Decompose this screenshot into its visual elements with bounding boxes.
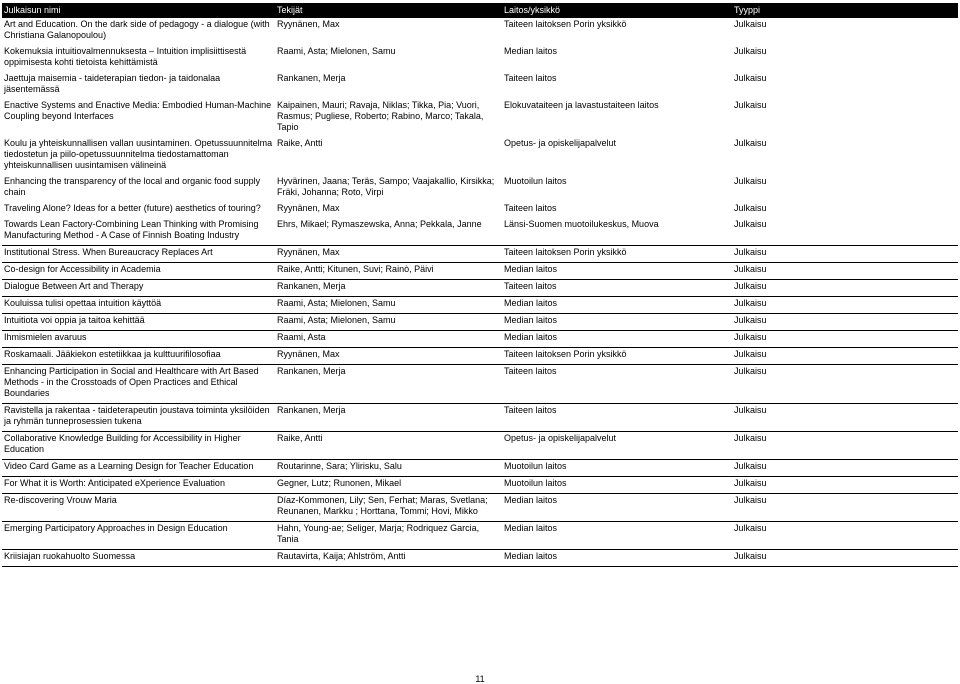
publication-unit: Taiteen laitos: [502, 365, 732, 404]
page-number: 11: [475, 674, 485, 684]
publication-unit: Taiteen laitos: [504, 73, 557, 83]
publication-type: Julkaisu: [732, 404, 958, 432]
publication-authors: Rankanen, Merja: [277, 73, 346, 83]
publication-authors: Ryynänen, Max: [277, 203, 340, 213]
table-row: [2, 477, 958, 494]
table-row: [2, 18, 958, 45]
publication-unit: Länsi-Suomen muotoilukeskus, Muova: [502, 218, 732, 246]
publication-type: Julkaisu: [732, 522, 958, 550]
publication-title: Collaborative Knowledge Building for Accessibility in Higher Education: [2, 432, 275, 460]
publication-title: Roskamaali. Jääkiekon estetiikkaa ja kulttuurifilosofiaa: [2, 348, 275, 365]
publication-type: Julkaisu: [732, 348, 958, 365]
publication-unit: Median laitos: [502, 522, 732, 550]
table-row: [2, 331, 958, 348]
table-row: [2, 297, 958, 314]
header-authors: Tekijät: [275, 3, 502, 18]
publication-type: Julkaisu: [732, 218, 958, 246]
publication-title: Kouluissa tulisi opettaa intuition käyttöä: [2, 297, 275, 314]
publication-authors: Rankanen, Merja: [275, 280, 502, 297]
publication-title: Traveling Alone? Ideas for a better (future) aesthetics of touring?: [4, 203, 261, 213]
publication-type: Julkaisu: [734, 73, 767, 83]
publication-title: Kriisiajan ruokahuolto Suomessa: [2, 550, 275, 567]
publication-type: Julkaisu: [732, 331, 958, 348]
publication-unit: Opetus- ja opiskelijapalvelut: [504, 138, 617, 148]
publication-title: Koulu ja yhteiskunnallisen vallan uusintaminen. Opetussuunnitelma tiedostetun ja piilo-opetussuunnitelma tiedostamattoman yhteiskunnallisen uusintamisen välineinä: [4, 138, 273, 170]
publication-type: Julkaisu: [732, 297, 958, 314]
publication-authors: Ryynänen, Max: [275, 348, 502, 365]
publication-authors: Raike, Antti: [275, 432, 502, 460]
publication-title: Ravistella ja rakentaa - taideterapeutin joustava toiminta yksilöiden ja ryhmän tunneprosessien tukena: [2, 404, 275, 432]
publication-title: For What it is Worth: Anticipated eXperience Evaluation: [2, 477, 275, 494]
table-row: [2, 522, 958, 550]
publication-type: Julkaisu: [732, 460, 958, 477]
publication-unit: Median laitos: [502, 494, 732, 522]
publication-unit: Median laitos: [502, 314, 732, 331]
publication-authors: Raami, Asta; Mielonen, Samu: [275, 314, 502, 331]
publication-authors: Díaz-Kommonen, Lily; Sen, Ferhat; Maras, Svetlana; Reunanen, Markku ; Horttana, Tommi; Hovi, Mikko: [275, 494, 502, 522]
table-row: [2, 99, 958, 137]
table-row: [2, 432, 958, 460]
publication-type: Julkaisu: [732, 280, 958, 297]
publication-unit: Taiteen laitos: [502, 404, 732, 432]
publication-type: Julkaisu: [732, 365, 958, 404]
publication-authors: Ryynänen, Max: [275, 246, 502, 263]
table-row: [2, 550, 958, 567]
table-row: [2, 202, 958, 218]
table-row: [2, 280, 958, 297]
table-row: [2, 348, 958, 365]
publication-type: Julkaisu: [734, 19, 767, 29]
publication-unit: Median laitos: [502, 263, 732, 280]
table-row: [2, 175, 958, 202]
table-row: [2, 137, 958, 175]
publication-unit: Median laitos: [502, 331, 732, 348]
publication-title: Kokemuksia intuitiovalmennuksesta – Intuition implisiittisestä oppimisesta kohti tietoista kehittämistä: [4, 46, 247, 67]
publication-type: Julkaisu: [734, 203, 767, 213]
publication-unit: Muotoilun laitos: [502, 477, 732, 494]
publication-authors: Raike, Antti; Kitunen, Suvi; Rainò, Päivi: [275, 263, 502, 280]
publication-unit: Taiteen laitos: [502, 280, 732, 297]
table-row: [2, 365, 958, 404]
publication-title: Video Card Game as a Learning Design for Teacher Education: [2, 460, 275, 477]
publication-authors: Routarinne, Sara; Ylirisku, Salu: [275, 460, 502, 477]
publication-title: Enactive Systems and Enactive Media: Embodied Human-Machine Coupling beyond Interfaces: [4, 100, 272, 121]
publication-authors: Rautavirta, Kaija; Ahlström, Antti: [275, 550, 502, 567]
publication-title: Enhancing Participation in Social and Healthcare with Art Based Methods - in the Crosstoads of Open Practices and Ethical Boundaries: [2, 365, 275, 404]
publication-type: Julkaisu: [732, 263, 958, 280]
publication-type: Julkaisu: [734, 100, 767, 110]
publication-unit: Taiteen laitoksen Porin yksikkö: [502, 246, 732, 263]
publication-authors: Rankanen, Merja: [275, 365, 502, 404]
publication-title: Emerging Participatory Approaches in Design Education: [2, 522, 275, 550]
publication-authors: Gegner, Lutz; Runonen, Mikael: [275, 477, 502, 494]
publication-title: Re-discovering Vrouw Maria: [2, 494, 275, 522]
publication-title: Intuitiota voi oppia ja taitoa kehittää: [2, 314, 275, 331]
table-row: [2, 494, 958, 522]
publication-unit: Median laitos: [504, 46, 558, 56]
publication-type: Julkaisu: [734, 138, 767, 148]
publication-type: Julkaisu: [732, 432, 958, 460]
publication-unit: Opetus- ja opiskelijapalvelut: [502, 432, 732, 460]
publication-title: Jaettuja maisemia - taideterapian tiedon- ja taidonalaa jäsentemässä: [4, 73, 221, 94]
publication-authors: Raami, Asta; Mielonen, Samu: [275, 297, 502, 314]
publication-authors: Rankanen, Merja: [275, 404, 502, 432]
publication-unit: Muotoilun laitos: [502, 460, 732, 477]
publication-title: Enhancing the transparency of the local and organic food supply chain: [4, 176, 261, 197]
publication-authors: Ryynänen, Max: [277, 19, 340, 29]
publication-authors: Hyvärinen, Jaana; Teräs, Sampo; Vaajakallio, Kirsikka; Fräki, Johanna; Roto, Virpi: [277, 176, 495, 197]
publication-unit: Taiteen laitoksen Porin yksikkö: [504, 19, 627, 29]
table-row: [2, 460, 958, 477]
publication-type: Julkaisu: [734, 176, 767, 186]
table-header-row: [2, 3, 958, 18]
publication-title: Institutional Stress. When Bureaucracy Replaces Art: [2, 246, 275, 263]
header-title: Julkaisun nimi: [2, 3, 275, 18]
publication-unit: Median laitos: [502, 550, 732, 567]
publication-unit: Taiteen laitoksen Porin yksikkö: [502, 348, 732, 365]
publication-unit: Muotoilun laitos: [504, 176, 567, 186]
header-type: Tyyppi: [732, 3, 958, 18]
publication-unit: Elokuvataiteen ja lavastustaiteen laitos: [504, 100, 659, 110]
publication-title: Dialogue Between Art and Therapy: [2, 280, 275, 297]
table-row: [2, 218, 958, 246]
table-row: [2, 404, 958, 432]
table-row: [2, 246, 958, 263]
table-row: [2, 263, 958, 280]
publication-unit: Median laitos: [502, 297, 732, 314]
publication-title: Co-design for Accessibility in Academia: [2, 263, 275, 280]
publication-title: Ihmismielen avaruus: [2, 331, 275, 348]
publication-authors: Raike, Antti: [277, 138, 323, 148]
header-unit: Laitos/yksikkö: [502, 3, 732, 18]
publication-type: Julkaisu: [732, 550, 958, 567]
table-row: [2, 72, 958, 99]
publication-type: Julkaisu: [732, 477, 958, 494]
publication-type: Julkaisu: [732, 494, 958, 522]
publication-title: Towards Lean Factory-Combining Lean Thinking with Promising Manufacturing Method - A Case of Finnish Boating Industry: [2, 218, 275, 246]
publication-type: Julkaisu: [732, 314, 958, 331]
publication-authors: Ehrs, Mikael; Rymaszewska, Anna; Pekkala, Janne: [275, 218, 502, 246]
publication-type: Julkaisu: [732, 246, 958, 263]
publication-unit: Taiteen laitos: [504, 203, 557, 213]
publication-authors: Hahn, Young-ae; Seliger, Marja; Rodriquez Garcia, Tania: [275, 522, 502, 550]
publication-authors: Raami, Asta: [275, 331, 502, 348]
publication-title: Art and Education. On the dark side of pedagogy - a dialogue (with Christiana Galanopoulou): [4, 19, 270, 40]
table-row: [2, 314, 958, 331]
publication-authors: Kaipainen, Mauri; Ravaja, Niklas; Tikka, Pia; Vuori, Rasmus; Pugliese, Roberto; Rabino, Marco; Takala, Tapio: [277, 100, 484, 132]
publication-authors: Raami, Asta; Mielonen, Samu: [277, 46, 396, 56]
publication-type: Julkaisu: [734, 46, 767, 56]
publications-table: [2, 3, 958, 567]
table-row: [2, 45, 958, 72]
